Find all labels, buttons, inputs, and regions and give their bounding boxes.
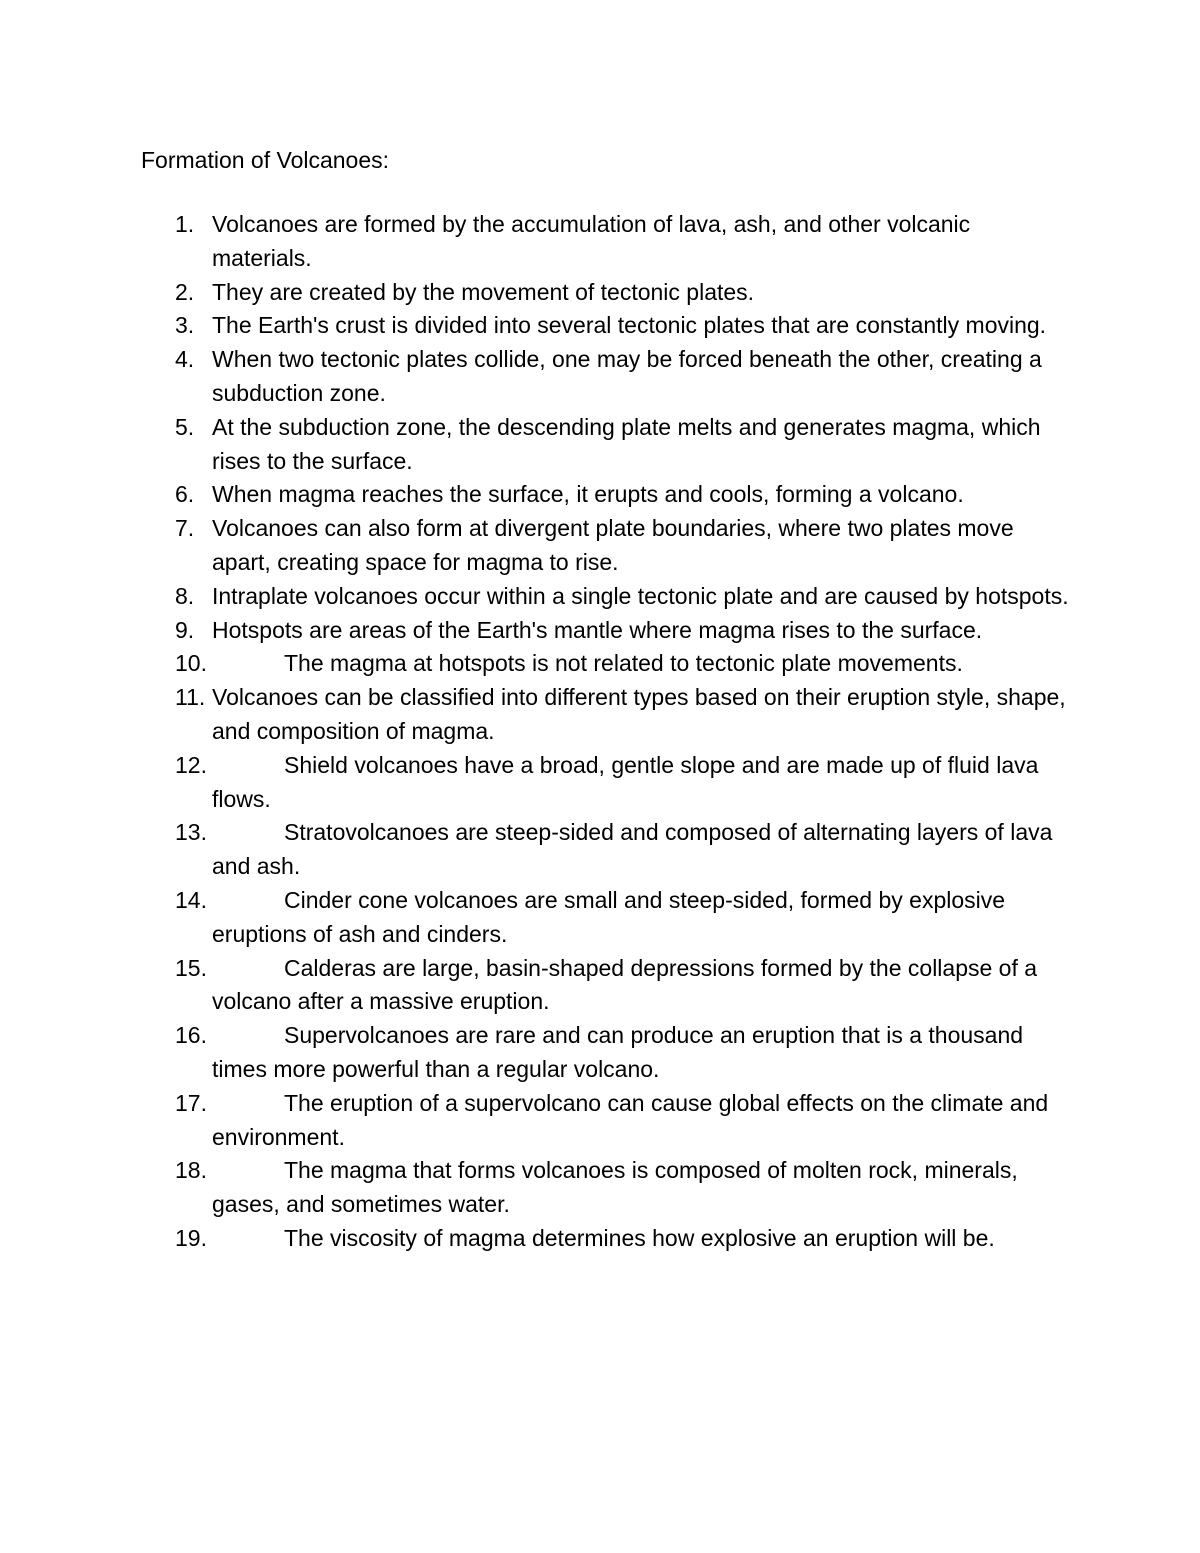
list-item-text: The viscosity of magma determines how explosive an eruption will be. [284,1224,995,1251]
list-item [0,749,1072,817]
list-item [0,1019,1072,1087]
list-item-text: The eruption of a supervolcano can cause global effects on the climate and environment. [212,1089,1049,1150]
list-item [0,884,1072,952]
document-title: Formation of Volcanoes: [141,147,390,173]
list-item-text: Calderas are large, basin-shaped depressions formed by the collapse of a volcano after a massive eruption. [212,954,1038,1015]
list-item [0,816,1072,884]
list-item-number: 15. [175,954,207,981]
list-item-text: When two tectonic plates collide, one may be forced beneath the other, creating a subduction zone. [212,346,1042,406]
list-item-text: Intraplate volcanoes occur within a single tectonic plate and are caused by hotspots. [212,582,1069,609]
list-item [0,512,1072,580]
list-item-text: Volcanoes can also form at divergent plate boundaries, where two plates move apart, creating space for magma to rise. [212,515,1014,575]
list-item-number: 9. [175,616,195,643]
list-item [0,309,1072,343]
list-item-number: 10. [175,650,207,677]
list-item [0,681,1072,749]
list-item-number: 13. [175,819,207,846]
list-item [0,411,1072,479]
list-item-number: 11. [175,684,206,711]
list-item-number: 2. [175,278,195,305]
list-item [0,276,1072,310]
list-item-text: Shield volcanoes have a broad, gentle slope and are made up of fluid lava flows. [212,751,1039,812]
list-item-number: 4. [175,346,195,373]
list-item-number: 19. [175,1224,207,1251]
list-item-number: 7. [175,515,195,542]
list-item [0,1222,1072,1256]
list-item [0,580,1072,614]
numbered-list [0,208,1200,1256]
list-item-text: Volcanoes are formed by the accumulation of lava, ash, and other volcanic materials. [212,211,971,271]
list-item [0,1154,1072,1222]
list-item-text: Cinder cone volcanoes are small and steep-sided, formed by explosive eruptions of ash and cinders. [212,886,1006,947]
list-item [0,952,1072,1020]
list-item-text: When magma reaches the surface, it erupts and cools, forming a volcano. [212,481,964,508]
list-item-number: 16. [175,1022,207,1049]
list-item-number: 18. [175,1157,207,1184]
list-item-text: Stratovolcanoes are steep-sided and composed of alternating layers of lava and ash. [212,819,1053,880]
list-item [0,478,1072,512]
list-item-text: They are created by the movement of tectonic plates. [212,278,755,305]
list-item-number: 17. [175,1089,207,1116]
list-item-text: At the subduction zone, the descending plate melts and generates magma, which rises to the surface. [212,413,1041,474]
list-item-text: Hotspots are areas of the Earth's mantle where magma rises to the surface. [212,616,983,643]
list-item-number: 5. [175,413,195,440]
list-item-text: Supervolcanoes are rare and can produce an eruption that is a thousand times more powerful than a regular volcano. [212,1022,1024,1082]
list-item-text: The magma at hotspots is not related to tectonic plate movements. [284,650,963,677]
list-item-number: 12. [175,751,207,778]
list-item-text: The magma that forms volcanoes is composed of molten rock, minerals, gases, and sometimes water. [212,1157,1018,1218]
list-item-number: 6. [175,481,195,508]
list-item [0,208,1072,276]
list-item [0,647,1072,681]
list-item-number: 14. [175,886,207,913]
list-item-number: 8. [175,582,195,609]
list-item-number: 1. [175,211,195,237]
list-item-text: The Earth's crust is divided into several tectonic plates that are constantly moving. [212,312,1047,339]
list-item-text: Volcanoes can be classified into different types based on their eruption style, shape, and composition of magma. [212,684,1066,744]
list-item [0,343,1072,411]
list-item-number: 3. [175,312,195,339]
list-item [0,614,1072,648]
list-item [0,1087,1072,1155]
